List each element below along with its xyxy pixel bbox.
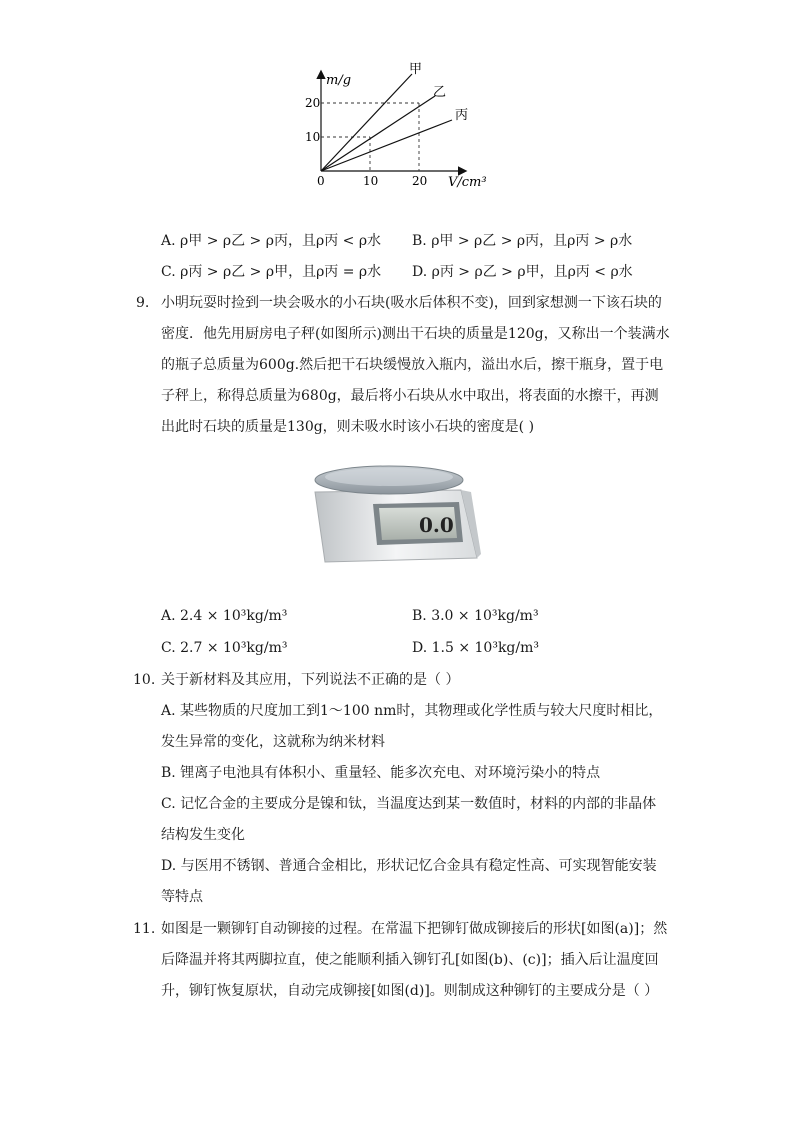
q8-option-a: A. ρ甲 > ρ乙 > ρ丙，且ρ丙 < ρ水 [161, 233, 382, 249]
q8-option-b: B. ρ甲 > ρ乙 > ρ丙，且ρ丙 > ρ水 [412, 233, 633, 249]
density-graph [300, 58, 500, 193]
q10-stem: 关于新材料及其应用，下列说法不正确的是（ ） [161, 672, 460, 688]
q9-line-3: 的瓶子总质量为600g.然后把干石块缓慢放入瓶内，溢出水后，擦干瓶身，置于电 [161, 357, 664, 373]
q9-line-2: 密度．他先用厨房电子秤(如图所示)测出干石块的质量是120g，又称出一个装满水 [161, 326, 670, 342]
q9-option-a: A. 2.4 × 10³kg/m³ [161, 608, 288, 624]
q9-line-1: 小明玩耍时捡到一块会吸水的小石块(吸水后体积不变)，回到家想测一下该石块的 [161, 295, 662, 311]
q10-line-7: 等特点 [161, 889, 203, 905]
q10-line-6: D. 与医用不锈钢、普通合金相比，形状记忆合金具有稳定性高、可实现智能安装 [161, 858, 657, 874]
label-bing: 丙 [455, 108, 469, 123]
x-tick-10: 10 [363, 174, 379, 188]
scale-display-reading: 0.0 [419, 513, 454, 537]
kitchen-scale-image [311, 462, 483, 564]
q9-option-b: B. 3.0 × 10³kg/m³ [412, 608, 539, 624]
q8-option-d: D. ρ丙 > ρ乙 > ρ甲，且ρ丙 < ρ水 [412, 264, 633, 280]
label-jia: 甲 [409, 62, 423, 77]
q10-line-1: A. 某些物质的尺度加工到1～100 nm时，其物理或化学性质与较大尺度时相比， [161, 703, 663, 719]
q9-number: 9. [136, 295, 150, 311]
q9-line-5: 出此时石块的质量是130g，则未吸水时该小石块的密度是( ) [161, 419, 535, 435]
q9-line-4: 子秤上，称得总质量为680g，最后将小石块从水中取出，将表面的水擦干，再测 [161, 388, 659, 404]
y-axis-label: m/g [326, 73, 352, 88]
q11-line-3: 升，铆钉恢复原状，自动完成铆接[如图(d)]。则制成这种铆钉的主要成分是（ ） [161, 983, 659, 999]
q11-line-2: 后降温并将其两脚拉直，使之能顺利插入铆钉孔[如图(b)、(c)]；插入后让温度回 [161, 952, 659, 968]
q10-line-3: B. 锂离子电池具有体积小、重量轻、能多次充电、对环境污染小的特点 [161, 765, 601, 781]
label-yi: 乙 [433, 85, 447, 100]
q11-number: 11. [133, 921, 156, 937]
q10-line-2: 发生异常的变化，这就称为纳米材料 [161, 734, 385, 750]
q9-option-c: C. 2.7 × 10³kg/m³ [161, 640, 288, 656]
line-jia [321, 74, 412, 171]
x-axis-label: V/cm³ [448, 175, 487, 190]
q10-line-5: 结构发生变化 [161, 827, 245, 843]
q9-option-d: D. 1.5 × 10³kg/m³ [412, 640, 539, 656]
q11-line-1: 如图是一颗铆钉自动铆接的过程。在常温下把铆钉做成铆接后的形状[如图(a)]；然 [161, 921, 668, 937]
y-tick-10: 10 [305, 130, 321, 144]
y-tick-20: 20 [305, 96, 321, 110]
q10-number: 10. [133, 672, 156, 688]
x-tick-20: 20 [412, 174, 428, 188]
origin-label: 0 [317, 174, 325, 188]
q10-line-4: C. 记忆合金的主要成分是镍和钛，当温度达到某一数值时，材料的内部的非晶体 [161, 796, 657, 812]
q8-option-c: C. ρ丙 > ρ乙 > ρ甲，且ρ丙 = ρ水 [161, 264, 382, 280]
